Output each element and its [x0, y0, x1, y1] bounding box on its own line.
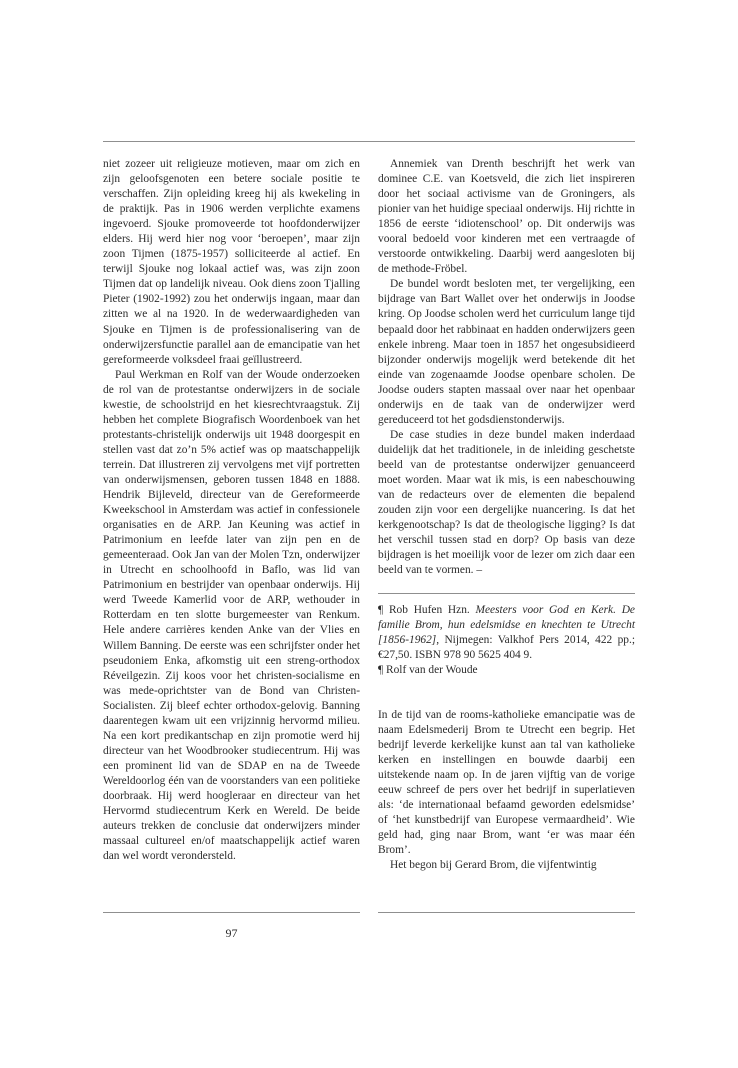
- pilcrow-marker: ¶: [378, 604, 384, 616]
- review-book-author: Rob Hufen Hzn.: [388, 604, 470, 616]
- review-body: [378, 708, 635, 874]
- paragraph: In de tijd van de rooms-katholieke emancipatie was de naam Edelsmederij Brom te Utrecht een begrip. Het bedrijf leverde kerkelijke kunst aan tal van katholieke kerken en instellingen en bouwde daarbij een uitstekende naam op. In de jaren vijftig van de vorige eeuw schreef de pers over het bedrijf in superlatieven als: ‘de internationaal befaamd geworden edelsmidse’ of ‘het kunstbedrijf van Europese vermaardheid’. Wie geld had, ging naar Brom, want ‘er was maar één Brom’.: [378, 709, 635, 857]
- right-column: [378, 157, 635, 578]
- left-column: [103, 157, 360, 864]
- paragraph: Paul Werkman en Rolf van der Woude onderzoeken de rol van de protestantse onderwijzers in de sociale kwestie, de schoolstrijd en het kiesrechtvraagstuk. Zij hebben het complete Biografisch Woordenboek van het protestants-christelijk onderwijs uit 1948 doorgespit en stellen vast dat zo’n 5% actief was op maatschappelijk terrein. Dat illustreren zij vervolgens met vijf portretten van onderwijsmensen, geboren tussen 1848 en 1888. Hendrik Bijleveld, directeur van de Gereformeerde Kweekschool in Amsterdam was actief in confessionele organisaties en de ARP. Jan Keuning was actief in Patrimonium en leefde later van zijn pen en de gemeenteraad. Ook Jan van der Molen Tzn, onderwijzer in Utrecht en schoolhoofd in Baflo, was lid van Patrimonium en bestrijder van openbaar onderwijs. Hij werd Tweede Kamerlid voor de ARP, wethouder in Rotterdam en ten slotte burgemeester van Renkum. Hele andere carrières kenden Anke van der Vlies en Willem Banning. De eerste was een schrijfster onder het pseudoniem Enka, afkomstig uit een streng-orthodox Réveilgezin. Zij koos voor het christen-socialisme en was mede-oprichtster van de Bond van Christen-Socialisten. Zij bleef echter orthodox-gelovig. Banning daarentegen kwam uit een vrijzinnig hervormd milieu. Na een kort predikantschap en zijn promotie werd hij directeur van het Woodbrooker studiecentrum. Hij was een prominent lid van de SDAP en na de Tweede Wereldoorlog één van de voorstanders van een politieke doorbraak. Hij werd hoogleraar en directeur van het Hervormd studiecentrum Kerk en Wereld. De beide auteurs trekken de conclusie dat onderwijzers minder massaal cultureel en/of maatschappelijk actief waren dan wel wordt verondersteld.: [103, 368, 360, 863]
- review-book-title: Meesters voor God en Kerk. De familie Brom, hun edelsmidse en knechten te Utrecht: [378, 604, 635, 632]
- header-rule: [103, 141, 635, 142]
- review-book-details: , Nijmegen: Valkhof Pers 2014, 422 pp.; €27,50. ISBN 978 90 5625 404 9.: [378, 634, 635, 662]
- bibliographic-entry: [378, 603, 635, 663]
- paragraph: De case studies in deze bundel maken inderdaad duidelijk dat het traditionele, in de inleiding geschetste beeld van de protestantse onderwijzer genuanceerd moet worden. Maar wat ik mis, is een nabeschouwing van de redacteurs over de elementen die bepalend zouden zijn voor een dergelijke nuancering. Is dat het kerkgenootschap? Is dat de theologische ligging? Is dat het verschil tussen stad en dorp? Op basis van deze bijdragen is het moeilijk voor de lezer om zich daar een beeld van te vormen. –: [378, 428, 635, 577]
- paragraph: niet zozeer uit religieuze motieven, maar om zich en zijn geloofsgenoten een betere sociale positie te verschaffen. Zijn opleiding kreeg hij als kwekeling in de praktijk. Pas in 1906 werden verplichte examens ingevoerd. Sjouke promoveerde tot hoofdonderwijzer elders. Hij werd hier nog voor ‘beroepen’, maar zijn zoon Tijmen (1875-1957) solliciteerde al actief. En terwijl Sjouke nog lokaal actief was, was zijn zoon Tijmen dat op landelijk niveau. Ook diens zoon Tjalling Pieter (1902-1992) zou het onderwijs ingaan, maar dan zitten we al na 1920. In de wederwaardigheden van Sjouke en Tijmen is de professionalisering van de onderwijzersfunctie parallel aan de emancipatie van het gereformeerde volksdeel fraai geïllustreerd.: [103, 158, 360, 366]
- footer-rule-left: [103, 912, 360, 913]
- review-header: [378, 603, 635, 678]
- reviewer-name: ¶ Rolf van der Woude: [378, 664, 478, 677]
- paragraph: Annemiek van Drenth beschrijft het werk van dominee C.E. van Koetsveld, die zich liet inspireren door het sociaal activisme van de Groningers, als pionier van het huidige speciaal onderwijs. Hij richtte in 1856 de eerste ‘idiotenschool’ op. Dit onderwijs was vooral bedoeld voor kinderen met een vertraagde of verstoorde ontwikkeling. Daarbij werd aangesloten bij de methode-Fröbel.: [378, 158, 635, 276]
- page-number: 97: [225, 926, 238, 940]
- paragraph: Het begon bij Gerard Brom, die vijfentwintig: [390, 859, 597, 872]
- review-book-years: [1856-1962]: [378, 634, 437, 647]
- section-separator: [378, 593, 635, 594]
- footer-rule-right: [378, 912, 635, 913]
- paragraph: De bundel wordt besloten met, ter vergelijking, een bijdrage van Bart Wallet over het onderwijs in Joodse kring. Op Joodse scholen werd het curriculum lange tijd bepaald door het rabbinaat en hadden onderwijzers geen enkele inbreng. Maar toen in 1857 het ongesubsidieerd bijzonder onderwijs mogelijk werd betekende dit het einde van zogenaamde Joodse openbare scholen. De Joodse ouders stapten massaal over naar het openbaar onderwijs en de taak van de onderwijzer werd gereduceerd tot het godsdienstonderwijs.: [378, 278, 635, 426]
